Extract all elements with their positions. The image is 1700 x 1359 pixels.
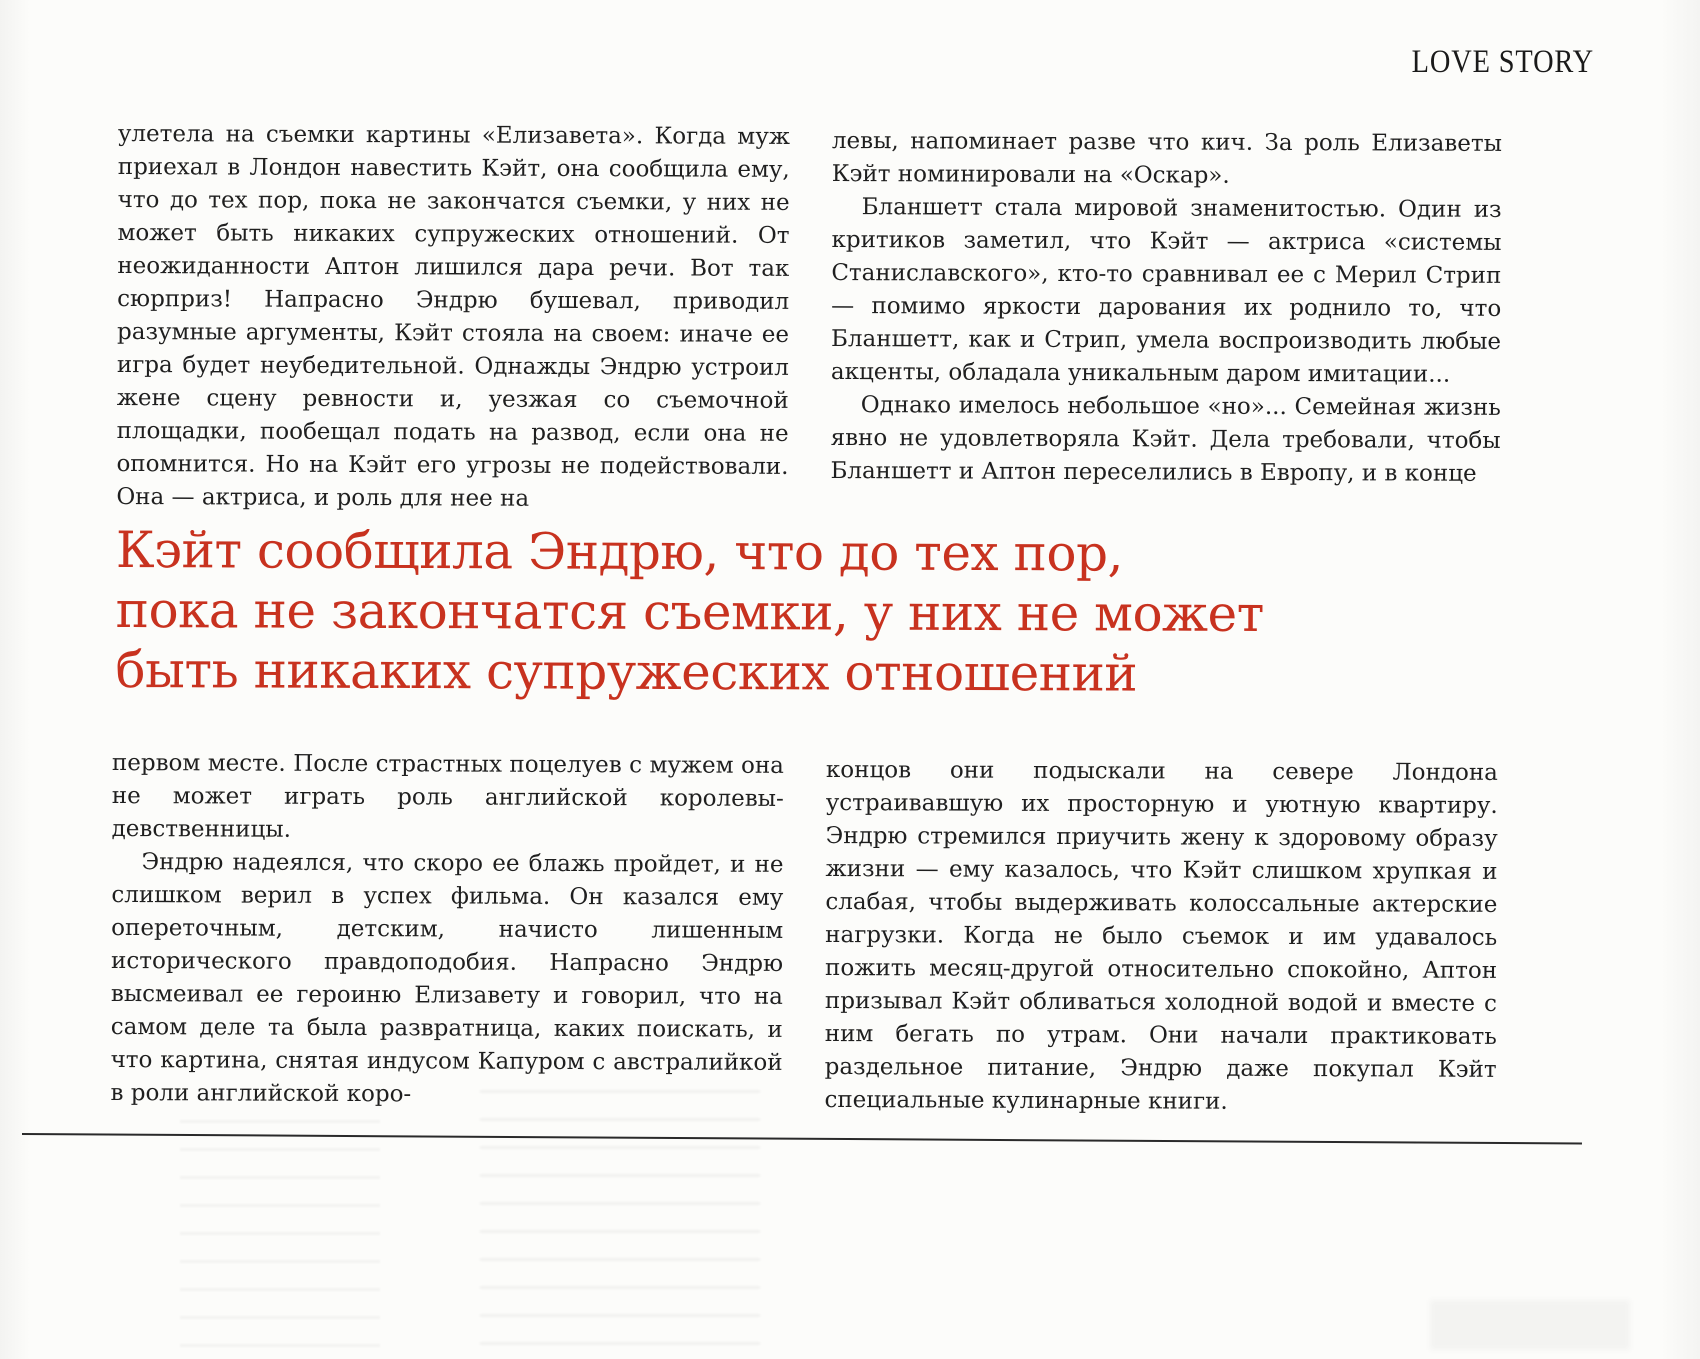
pull-quote [115,520,1556,705]
paragraph: Бланшетт стала мировой знаменитостью. Один из критиков заметил, что Кэйт — актриса «системы Станиславского», кто-то сравнивал ее с Мерил Стрип — помимо яркости дарования их роднило то, что Бланшетт, как и Стрип, умела воспроизводить любые акценты, обладала уникальным даром имитации... [830,194,1502,388]
bleed-through-text [480,1090,760,1350]
paragraph: улетела на съемки картины «Елизавета». Когда муж приехал в Лондон навестить Кэйт, она сообщила ему, что до тех пор, пока не закончатся съемки, у них не может быть никаких супружеских отношений. От неожиданности Аптон лишился дара речи. Вот так сюрприз! Напрасно Эндрю бушевал, приводил разумные аргументы, Кэйт стояла на своем: иначе ее игра будет неубедительной. Однажды Эндрю устроил жене сцену ревности и, уезжая со съемочной площадки, пообещал подать на развод, если она не опомнится. Но на Кэйт его угрозы не подействовали. Она — актриса, и роль для нее на [116,120,790,512]
bleed-through-text [1430,1300,1630,1350]
section-label: LOVE STORY [1411,44,1594,80]
paragraph: Однако имелось небольшое «но»... Семейная жизнь явно не удовлетворяла Кэйт. Дела требовали, чтобы Бланшетт и Аптон переселились в Европу, и в конце [830,392,1501,487]
paragraph: концов они подыскали на севере Лондона устраивавшую их просторную и уютную квартиру. Эндрю стремился приучить жену к здоровому образу жизни — ему казалось, что Кэйт слишком хрупкая и слабая, чтобы выдерживать колоссальные актерские нагрузки. Когда не было съемок и им удавалось пожить месяц-другой относительно спокойно, Аптон призывал Кэйт обливаться холодной водой и вместе с ним бегать по утрам. Они начали практиковать раздельное питание, Эндрю даже покупал Кэйт специальные кулинарные книги. [824,757,1498,1115]
column-top-right [830,125,1502,491]
paragraph: Эндрю надеялся, что скоро ее блажь пройдет, и не слишком верил в успех фильма. Он казался ему опереточным, детским, начисто лишенным исторического правдоподобия. Напрасно Эндрю высмеивал ее героиню Елизавету и говорил, что на самом деле та была развратница, каких поискать, и что картина, снятая индусом Капуром с австралийкой в роли английской коро- [110,849,784,1108]
pull-quote-line: Кэйт сообщила Эндрю, что до тех пор, [115,521,1124,583]
paragraph: первом месте. После страстных поцелуев с мужем она не может играть роль английской королевы-девственницы. [111,750,784,843]
column-bottom-right [824,754,1498,1120]
pull-quote-line: пока не закончатся съемки, у них не может [115,580,1264,644]
bleed-through-text [180,1120,380,1350]
column-top-left [116,118,790,517]
pull-quote-line: быть никаких супружеских отношений [115,640,1138,703]
column-bottom-left [110,747,784,1113]
paragraph: левы, напоминает разве что кич. За роль Елизаветы Кэйт номинировали на «Оскар». [831,127,1502,189]
